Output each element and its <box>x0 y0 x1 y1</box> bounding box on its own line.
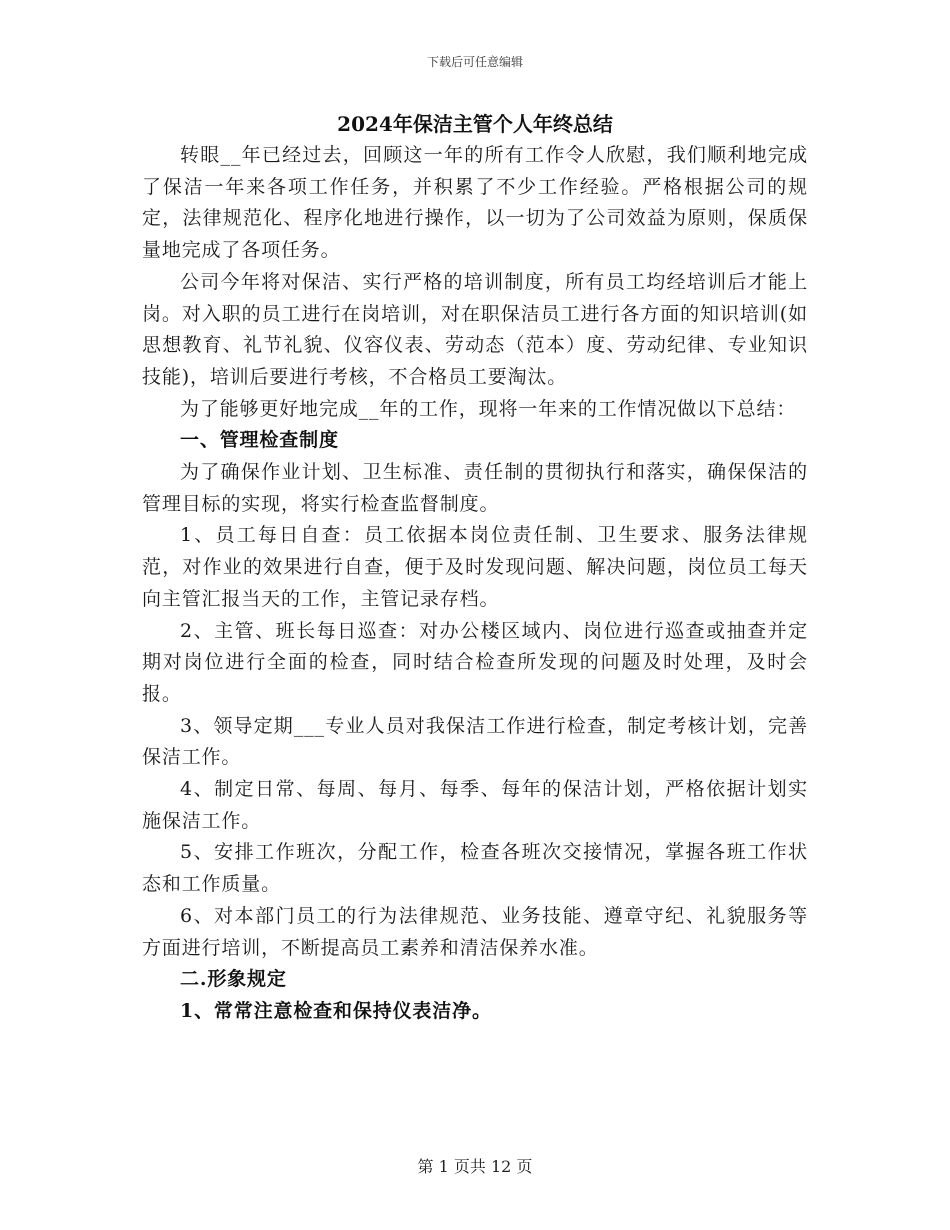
header-note: 下载后可任意编辑 <box>426 55 523 69</box>
section-heading-management-inspection: 一、管理检查制度 <box>180 429 339 452</box>
section-heading-image-requirements: 二.形象规定 <box>180 968 287 991</box>
section1-paragraph: 为了确保作业计划、卫生标准、责任制的贯彻执行和落实，确保保洁的管理目标的实现，将实行检查监督制度。 <box>142 461 808 515</box>
intro-paragraph: 公司今年将对保洁、实行严格的培训制度，所有员工均经培训后才能上岗。对入职的员工进行在岗培训，对在职保洁员工进行各方面的知识培训(如思想教育、礼节礼貌、仪容仪表、劳动态（范本）度、劳动纪律、专业知识技能)，培训后要进行考核，不合格员工要淘汰。 <box>142 270 808 388</box>
intro-paragraph: 转眼__年已经过去，回顾这一年的所有工作令人欣慰，我们顺利地完成了保洁一年来各项工作任务，并积累了不少工作经验。严格根据公司的规定，法律规范化、程序化地进行操作，以一切为了公司效益为原则，保质保量地完成了各项任务。 <box>142 144 808 262</box>
section1-item-6: 6、对本部门员工的行为法律规范、业务技能、遵章守纪、礼貌服务等方面进行培训，不断提高员工素养和清洁保养水准。 <box>142 904 808 959</box>
document-body <box>142 108 808 1028</box>
section1-item-4: 4、制定日常、每周、每月、每季、每年的保洁计划，严格依据计划实施保洁工作。 <box>142 778 808 832</box>
section1-item-3: 3、领导定期___专业人员对我保洁工作进行检查，制定考核计划，完善保洁工作。 <box>142 714 808 769</box>
section1-item-2: 2、主管、班长每日巡查：对办公楼区域内、岗位进行巡查或抽查并定期对岗位进行全面的检查，同时结合检查所发现的问题及时处理，及时会报。 <box>142 619 808 705</box>
document-title: 2024年保洁主管个人年终总结 <box>337 112 613 136</box>
section1-item-1: 1、员工每日自查：员工依据本岗位责任制、卫生要求、服务法律规范，对作业的效果进行自查，便于及时发现问题、解决问题，岗位员工每天向主管汇报当天的工作，主管记录存档。 <box>142 524 808 610</box>
section2-subheading: 1、常常注意检查和保持仪表洁净。 <box>180 999 492 1022</box>
intro-paragraph: 为了能够更好地完成__年的工作，现将一年来的工作情况做以下总结： <box>180 397 797 420</box>
page-number-footer: 第 1 页共 12 页 <box>417 1157 533 1176</box>
section1-item-5: 5、安排工作班次，分配工作，检查各班次交接情况，掌握各班工作状态和工作质量。 <box>142 841 808 896</box>
